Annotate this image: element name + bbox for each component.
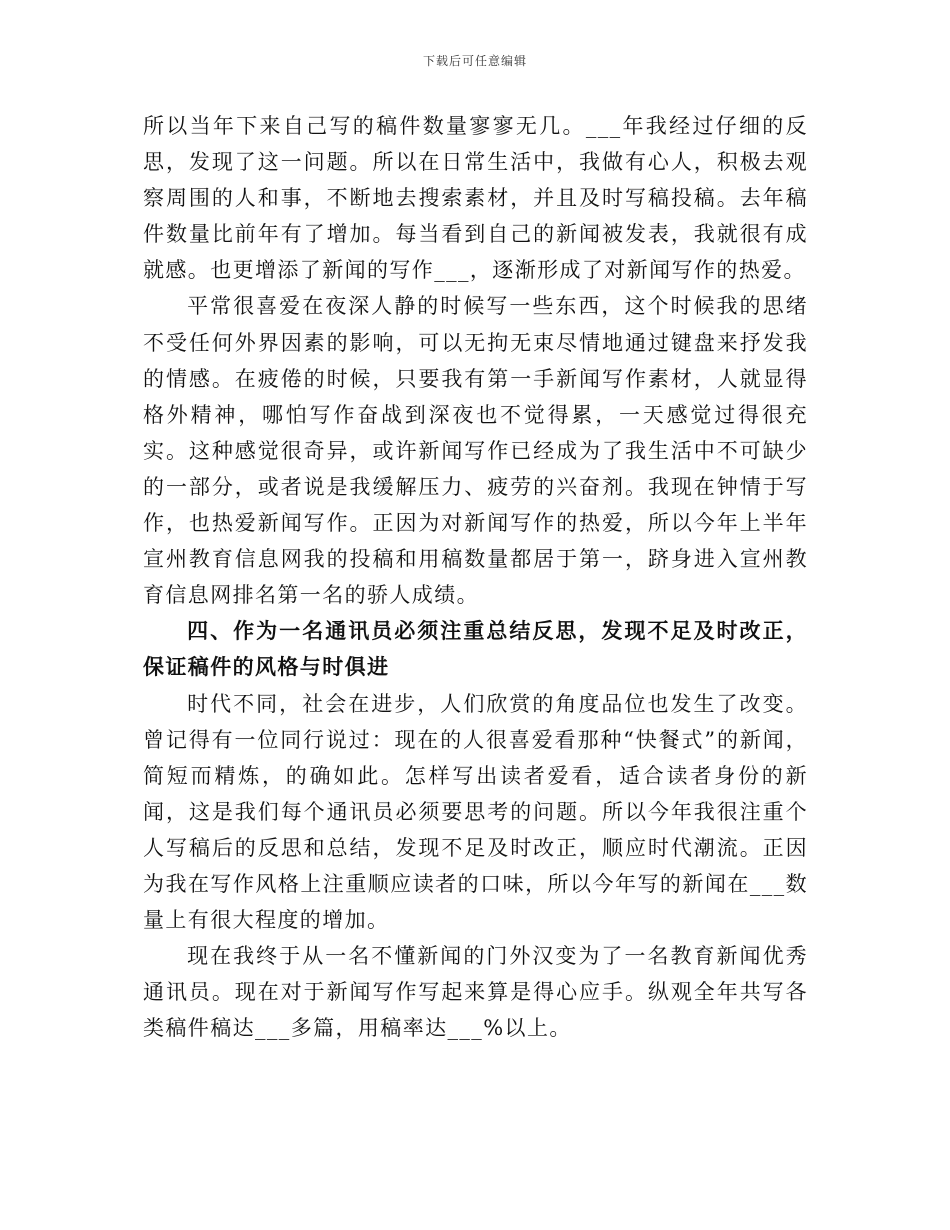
page-header-note: 下载后可任意编辑 — [422, 54, 527, 68]
document-body — [143, 108, 808, 1046]
paragraph-times-change: 时代不同，社会在进步，人们欣赏的角度品位也发生了改变。曾记得有一位同行说过：现在的人很喜爱看那种“快餐式”的新闻，简短而精炼，的确如此。怎样写出读者爱看，适合读者身份的新闻，这是我们每个通讯员必须要思考的问题。所以今年我很注重个人写稿后的反思和总结，发现不足及时改正，顺应时代潮流。正因为我在写作风格上注重顺应读者的口味，所以今年写的新闻在___数量上有很大程度的增加。 — [143, 691, 808, 933]
paragraph-conclusion: 现在我终于从一名不懂新闻的门外汉变为了一名教育新闻优秀通讯员。现在对于新闻写作写起来算是得心应手。纵观全年共写各类稿件稿达___多篇，用稿率达___%以上。 — [143, 944, 808, 1041]
paragraph-continuation: 所以当年下来自己写的稿件数量寥寥无几。___年我经过仔细的反思，发现了这一问题。所以在日常生活中，我做有心人，积极去观察周围的人和事，不断地去搜索素材，并且及时写稿投稿。去年稿件数量比前年有了增加。每当看到自己的新闻被发表，我就很有成就感。也更增添了新闻的写作___，逐渐形成了对新闻写作的热爱。 — [143, 114, 808, 283]
paragraph-writing-at-night: 平常很喜爱在夜深人静的时候写一些东西，这个时候我的思绪不受任何外界因素的影响，可以无拘无束尽情地通过键盘来抒发我的情感。在疲倦的时候，只要我有第一手新闻写作素材，人就显得格外精神，哪怕写作奋战到深夜也不觉得累，一天感觉过得很充实。这种感觉很奇异，或许新闻写作已经成为了我生活中不可缺少的一部分，或者说是我缓解压力、疲劳的兴奋剂。我现在钟情于写作，也热爱新闻写作。正因为对新闻写作的热爱，所以今年上半年宣州教育信息网我的投稿和用稿数量都居于第一，跻身进入宣州教育信息网排名第一名的骄人成绩。 — [143, 294, 808, 608]
section-heading-four: 四、作为一名通讯员必须注重总结反思，发现不足及时改正，保证稿件的风格与时俱进 — [143, 618, 808, 680]
